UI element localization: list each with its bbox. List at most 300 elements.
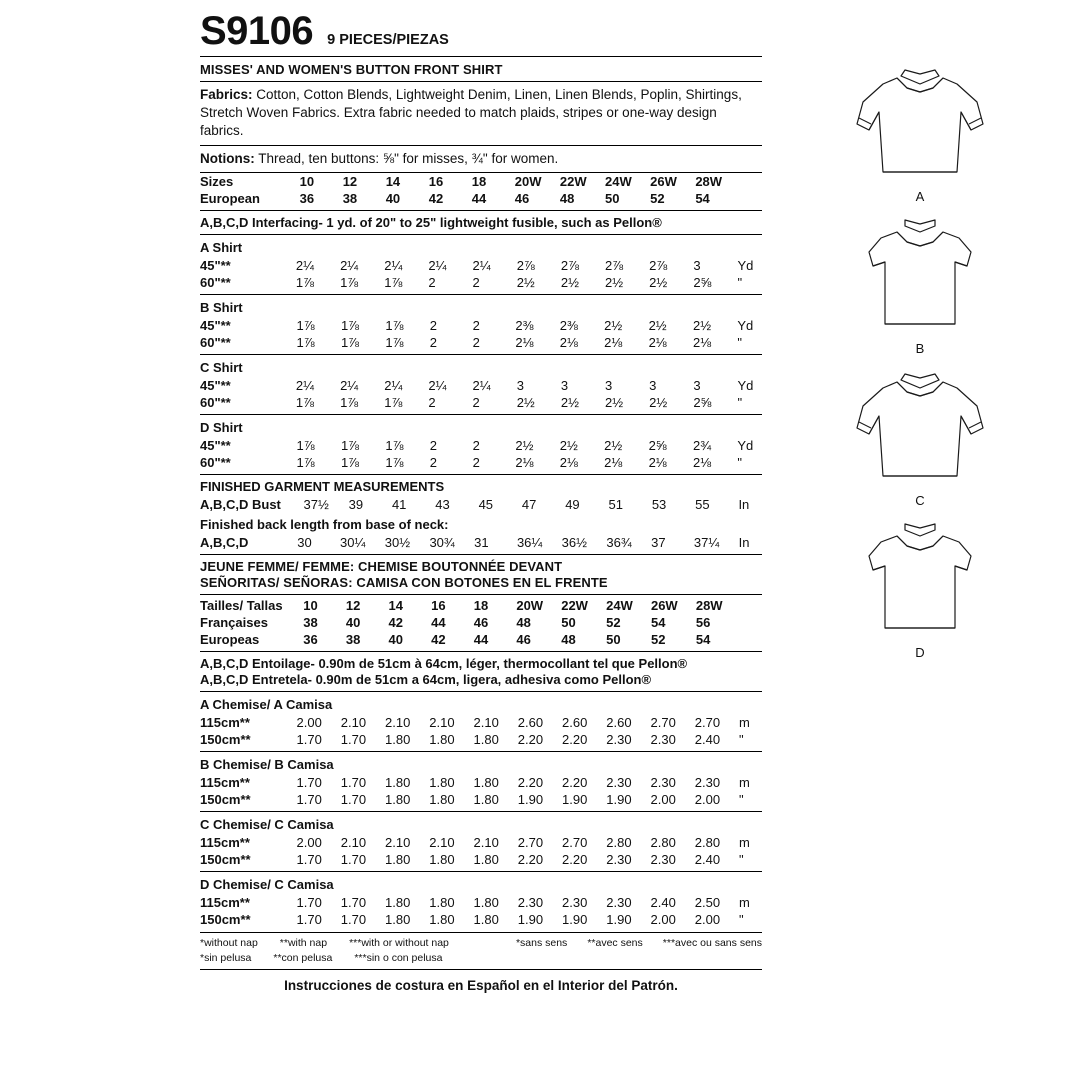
cell: 20W [516, 597, 544, 613]
row-label: 60"** [200, 454, 231, 470]
spanish-instructions-note: Instrucciones de costura en Español en el Interior del Patrón. [284, 978, 678, 994]
table-row [200, 173, 762, 190]
cell: 2⅝ [693, 394, 712, 410]
cell: 12 [342, 173, 358, 189]
cell: 2 [429, 437, 437, 453]
cell: 2.40 [694, 851, 721, 867]
cell: 2½ [604, 317, 623, 333]
cell: 1⅞ [296, 454, 315, 470]
cell: 36¾ [606, 534, 632, 550]
cell: 56 [695, 614, 711, 630]
cell: 2 [472, 454, 480, 470]
cell: 1.80 [473, 911, 499, 927]
cell: 1.70 [340, 851, 367, 867]
cell: 2½ [648, 317, 667, 333]
cell: 36 [299, 190, 315, 206]
cell: 54 [695, 631, 711, 647]
cell: 41 [391, 496, 407, 512]
cell: 2⅛ [559, 454, 578, 470]
cell: 1⅞ [340, 317, 360, 333]
cell: 1.80 [473, 791, 499, 807]
cell: 1.90 [606, 791, 632, 807]
footnote-avec-sens: **avec sens [587, 936, 643, 949]
row-label: 45"** [200, 257, 231, 273]
cell: 48 [516, 614, 531, 630]
cell: 30¾ [429, 534, 455, 550]
cell: 36 [303, 631, 318, 647]
cell: 2¼ [384, 377, 403, 393]
cell: 40 [345, 614, 361, 630]
cell: 1⅞ [385, 334, 404, 350]
cell: 2½ [559, 437, 578, 453]
cell: 2.10 [385, 714, 411, 730]
row-label: 45"** [200, 377, 231, 393]
cell: 30 [297, 534, 312, 550]
view-label-a: A [915, 189, 925, 204]
cell: 1.90 [562, 911, 588, 927]
cell: 1.80 [473, 774, 499, 790]
cell: 45 [478, 496, 494, 512]
cell: 30½ [384, 534, 411, 550]
cell: 3 [516, 377, 524, 393]
cell: 2⅛ [604, 454, 623, 470]
row-label: 115cm** [200, 714, 250, 730]
cell: 10 [303, 597, 318, 613]
cell: 1.90 [517, 911, 544, 927]
cell: 2.10 [340, 714, 367, 730]
shirt-back-long-sleeve-icon [835, 62, 1005, 187]
cell: 36½ [561, 534, 587, 550]
cell: 2.00 [296, 834, 322, 850]
cell: 24W [605, 173, 632, 189]
unit-cell: m [739, 894, 750, 910]
footnote-sans-sens: *sans sens [515, 936, 568, 949]
cell: 2⅛ [692, 454, 712, 470]
cell: 2⅛ [648, 334, 667, 350]
cell: 2.20 [517, 774, 544, 790]
cell: 2.70 [650, 714, 676, 730]
table-row [200, 911, 762, 928]
cell: 2⅛ [692, 334, 712, 350]
cell: 48 [561, 631, 576, 647]
unit-cell: " [737, 274, 743, 290]
cell: 1.70 [340, 774, 367, 790]
cell: 2.00 [694, 791, 721, 807]
cell: 26W [650, 173, 677, 189]
cell [741, 631, 762, 648]
cell: 2.60 [562, 714, 588, 730]
yardage-table-b [200, 317, 762, 351]
unit-cell: " [739, 791, 744, 807]
cell: 1.80 [385, 911, 411, 927]
cell: 2 [472, 394, 480, 410]
cell: 2.30 [650, 851, 676, 867]
shirt-back-long-sleeve-c-icon [835, 366, 1005, 491]
cell: 39 [348, 496, 364, 512]
cell: 2.30 [606, 851, 632, 867]
cell: 43 [435, 496, 450, 512]
fabrics-text: Cotton, Cotton Blends, Lightweight Denim, Linen, Linen Blends, Poplin, Shirtings, Stretch Woven Fabrics. Extra fabric needed to match plaids, stripes or one-way design fabrics. [200, 87, 742, 138]
notions-label: Notions: [200, 150, 255, 166]
table-row [200, 774, 762, 791]
cell: 1.80 [429, 791, 455, 807]
cell: 2¼ [384, 257, 403, 273]
cell: 1⅞ [295, 274, 314, 290]
cell: 1.80 [385, 774, 411, 790]
view-b-illustration [825, 214, 1015, 356]
table-row [200, 714, 762, 731]
view-d-illustration [825, 518, 1015, 660]
table-row [200, 597, 762, 614]
cell: 1⅞ [384, 394, 403, 410]
cell: 1.70 [340, 894, 367, 910]
table-row [200, 437, 762, 454]
cell: 2⅞ [516, 257, 535, 273]
footnote-sin-o-con-pelusa: ***sin o con pelusa [354, 951, 443, 964]
cell: 12 [345, 597, 361, 613]
cell: 2.60 [606, 714, 632, 730]
finished-bust-table [200, 496, 762, 513]
cell: 2.10 [473, 714, 499, 730]
unit-cell: " [737, 454, 743, 470]
cell: 2.70 [694, 714, 721, 730]
cell: 38 [345, 631, 361, 647]
footnote-con-pelusa: **con pelusa [273, 951, 333, 964]
cell: 24W [606, 597, 633, 613]
interfacing-en: A,B,C,D Interfacing- 1 yd. of 20" to 25" lightweight fusible, such as Pellon® [200, 214, 662, 230]
table-row [200, 334, 762, 351]
metric-table-a [200, 714, 762, 748]
table-row [200, 274, 762, 291]
cell: 46 [473, 614, 489, 630]
cell: 3 [693, 377, 701, 393]
unit-cell: Yd [737, 257, 754, 273]
fabrics-paragraph [200, 82, 762, 145]
metric-table-b [200, 774, 762, 808]
table-row [200, 454, 762, 471]
cell: 28W [695, 597, 723, 613]
cell: 2¼ [428, 377, 447, 393]
cell: 1.80 [473, 731, 499, 747]
unit-cell: " [737, 394, 743, 410]
cell: 22W [559, 173, 587, 189]
cell: 52 [606, 614, 621, 630]
cell: 1.80 [473, 894, 499, 910]
cell: 31 [474, 534, 489, 550]
table-row [200, 834, 762, 851]
row-label: 150cm** [200, 791, 251, 807]
cell: 3 [649, 377, 657, 393]
unit-cell: Yd [737, 317, 754, 333]
cell: 16 [428, 173, 444, 189]
cell: 1.80 [429, 894, 455, 910]
cell: 2½ [516, 394, 535, 410]
cell: 1.80 [385, 731, 411, 747]
cell: 52 [650, 190, 665, 206]
row-label: 45"** [200, 317, 231, 333]
cell: 2.20 [517, 851, 544, 867]
cell: 2 [429, 334, 437, 350]
cell: 3 [560, 377, 569, 393]
cell: 2.10 [340, 834, 367, 850]
yardage-table-d [200, 437, 762, 471]
row-label: 150cm** [200, 911, 251, 927]
cell: 38 [342, 190, 358, 206]
cell [741, 597, 762, 614]
page-title: MISSES' AND WOMEN'S BUTTON FRONT SHIRT [200, 62, 503, 77]
row-label: 115cm** [200, 774, 250, 790]
cell: 2⅛ [648, 454, 667, 470]
unit-cell: " [739, 731, 744, 747]
unit-cell: " [739, 911, 744, 927]
cell: 2 [472, 334, 480, 350]
cell: 1.70 [340, 791, 367, 807]
cell: 2.00 [650, 791, 676, 807]
cell: 42 [388, 614, 403, 630]
cell [740, 173, 762, 190]
cell: 2.80 [650, 834, 676, 850]
yardage-table-a [200, 257, 762, 291]
cell: 14 [385, 173, 401, 189]
cell: 50 [606, 631, 621, 647]
cell: 1.70 [296, 774, 322, 790]
cell: 2⅛ [559, 334, 578, 350]
cell: 2.20 [562, 851, 588, 867]
cell: 2¼ [472, 257, 491, 273]
cell: 2⅛ [515, 334, 534, 350]
footnotes-row-2 [200, 950, 762, 965]
header [200, 10, 762, 52]
metric-table-d [200, 894, 762, 928]
view-c-illustration [825, 366, 1015, 508]
spanish-title: SEÑORITAS/ SEÑORAS: CAMISA CON BOTONES EN EL FRENTE [200, 574, 608, 590]
unit-cell: " [737, 334, 743, 350]
cell: 2¼ [340, 377, 359, 393]
section-heading: B Shirt [200, 299, 243, 315]
cell: 2.70 [517, 834, 544, 850]
cell: 2.30 [694, 774, 721, 790]
cell: 1⅞ [385, 437, 404, 453]
unit-cell: m [739, 834, 750, 850]
cell: 2 [429, 454, 437, 470]
cell: 36¼ [516, 534, 543, 550]
cell: 40 [385, 190, 401, 206]
cell: 2.00 [650, 911, 676, 927]
sizes-table [200, 173, 762, 207]
cell: 20W [514, 173, 542, 189]
cell: 1.70 [296, 851, 322, 867]
cell: 2.50 [694, 894, 721, 910]
info-column [200, 10, 762, 993]
table-row [200, 614, 762, 631]
cell: 46 [514, 190, 530, 206]
cell: 2 [472, 437, 480, 453]
fabrics-label: Fabrics: [200, 87, 253, 102]
unit-cell: m [739, 714, 750, 730]
cell: 1.90 [606, 911, 632, 927]
cell: 2½ [604, 437, 623, 453]
metric-table-c [200, 834, 762, 868]
cell: 2⅝ [693, 274, 712, 290]
cell: 2⅝ [648, 437, 667, 453]
cell: 1⅞ [296, 437, 315, 453]
piece-count: 9 PIECES/PIEZAS [327, 32, 449, 48]
cell: 1⅞ [340, 454, 360, 470]
finished-heading: FINISHED GARMENT MEASUREMENTS [200, 478, 445, 494]
cell: 2 [472, 274, 480, 290]
table-row [200, 894, 762, 911]
cell: 2 [428, 274, 436, 290]
cell: 1⅞ [340, 274, 359, 290]
cell: 1⅞ [340, 394, 359, 410]
cell: 2½ [560, 274, 579, 290]
cell: 1⅞ [340, 437, 360, 453]
cell: 2½ [605, 394, 624, 410]
cell: 2½ [692, 317, 712, 333]
cell: 2⅞ [560, 257, 579, 273]
section-heading: A Chemise/ A Camisa [200, 696, 333, 712]
cell: 2.30 [650, 774, 676, 790]
cell: 2¼ [295, 257, 314, 273]
table-row [200, 377, 762, 394]
section-heading: A Shirt [200, 239, 243, 255]
cell: 10 [299, 173, 315, 189]
footnote-with-nap: **with nap [279, 936, 328, 949]
row-label: 150cm** [200, 851, 251, 867]
cell: 47 [521, 496, 537, 512]
cell: 1⅞ [296, 317, 315, 333]
cell: 2.60 [517, 714, 544, 730]
row-label: A,B,C,D [200, 534, 249, 550]
cell: 1⅞ [295, 394, 314, 410]
cell: 2.40 [694, 731, 721, 747]
section-heading: C Chemise/ C Camisa [200, 816, 334, 832]
cell: 1.70 [340, 731, 367, 747]
interfacing-fr: A,B,C,D Entoilage- 0.90m de 51cm à 64cm, léger, thermocollant tel que Pellon® [200, 655, 688, 671]
cell: 50 [605, 190, 620, 206]
shirt-back-short-sleeve-d-icon [835, 518, 1005, 643]
cell: 14 [388, 597, 403, 613]
cell: 40 [388, 631, 403, 647]
view-label-b: B [915, 341, 925, 356]
cell: 2¼ [428, 257, 447, 273]
cell: 54 [650, 614, 666, 630]
back-length-note: Finished back length from base of neck: [200, 516, 449, 532]
unit-cell: Yd [737, 377, 754, 393]
table-row [200, 496, 762, 513]
cell: 1.80 [473, 851, 499, 867]
cell: 2¼ [472, 377, 491, 393]
cell: 1.90 [517, 791, 544, 807]
cell: 2.00 [694, 911, 721, 927]
cell: 1.70 [296, 911, 322, 927]
cell: 2 [472, 317, 480, 333]
cell: 1.80 [429, 731, 455, 747]
table-row [200, 394, 762, 411]
cell: 2½ [605, 274, 624, 290]
row-label: European [200, 190, 260, 206]
cell: 1.80 [385, 894, 411, 910]
cell: 2.70 [562, 834, 588, 850]
footnote-without-nap: *without nap [200, 936, 258, 949]
cell: 2.20 [562, 731, 588, 747]
row-label: 115cm** [200, 834, 250, 850]
divider [200, 594, 762, 595]
cell: 1.80 [385, 791, 411, 807]
cell: 1.80 [429, 851, 455, 867]
cell: 1⅞ [385, 317, 404, 333]
interfacing-es: A,B,C,D Entretela- 0.90m de 51cm a 64cm, ligera, adhesiva como Pellon® [200, 671, 652, 687]
cell: 50 [561, 614, 576, 630]
cell: 2½ [515, 437, 534, 453]
view-a-illustration [825, 62, 1015, 204]
cell: 37 [651, 534, 666, 550]
shirt-back-short-sleeve-icon [835, 214, 1005, 339]
notions-text: Thread, ten buttons: ⅝" for misses, ¾" for women. [254, 150, 559, 166]
footnotes-row-1 [200, 933, 762, 950]
cell: 2.20 [562, 774, 588, 790]
table-row [200, 791, 762, 808]
cell: 49 [565, 496, 580, 512]
cell: 2¼ [340, 257, 359, 273]
row-label: Sizes [200, 173, 234, 189]
table-row [200, 851, 762, 868]
row-label: 60"** [200, 334, 231, 350]
cell: 37½ [303, 496, 329, 512]
cell: 54 [695, 190, 710, 206]
french-title: JEUNE FEMME/ FEMME: CHEMISE BOUTONNÉE DEVANT [200, 558, 563, 574]
cell: 2.10 [385, 834, 411, 850]
table-row [200, 731, 762, 748]
cell: 1.70 [296, 894, 322, 910]
yardage-table-c [200, 377, 762, 411]
cell: 1⅞ [340, 334, 360, 350]
table-row [200, 534, 762, 551]
row-label: 60"** [200, 274, 231, 290]
cell [740, 190, 762, 207]
section-heading: D Shirt [200, 419, 243, 435]
cell: 2.30 [650, 731, 676, 747]
cell: 1.70 [340, 911, 367, 927]
cell: 2.20 [517, 731, 544, 747]
cell: 1.70 [296, 791, 322, 807]
cell: 44 [431, 614, 446, 630]
cell: 44 [473, 631, 489, 647]
section-heading: D Chemise/ C Camisa [200, 876, 334, 892]
cell: 26W [650, 597, 678, 613]
cell: 3 [693, 257, 701, 273]
cell: 42 [428, 190, 444, 206]
cell: 2.80 [694, 834, 721, 850]
cell: 46 [516, 631, 531, 647]
footnote-with-or-without-nap: ***with or without nap [349, 936, 449, 949]
cell: 1.70 [296, 731, 322, 747]
cell: 2.10 [429, 834, 455, 850]
row-label: 150cm** [200, 731, 251, 747]
cell: 42 [431, 631, 446, 647]
cell: 2½ [560, 394, 579, 410]
unit-cell: m [739, 774, 750, 790]
cell: 2 [428, 394, 436, 410]
footnote-sin-pelusa: *sin pelusa [200, 951, 252, 964]
cell: 53 [651, 496, 667, 512]
unit-cell: " [739, 851, 744, 867]
cell: 16 [431, 597, 446, 613]
illustrations-column [770, 62, 1070, 670]
section-heading: B Chemise/ B Camisa [200, 756, 334, 772]
cell: 2⅛ [515, 454, 534, 470]
table-row [200, 631, 762, 648]
